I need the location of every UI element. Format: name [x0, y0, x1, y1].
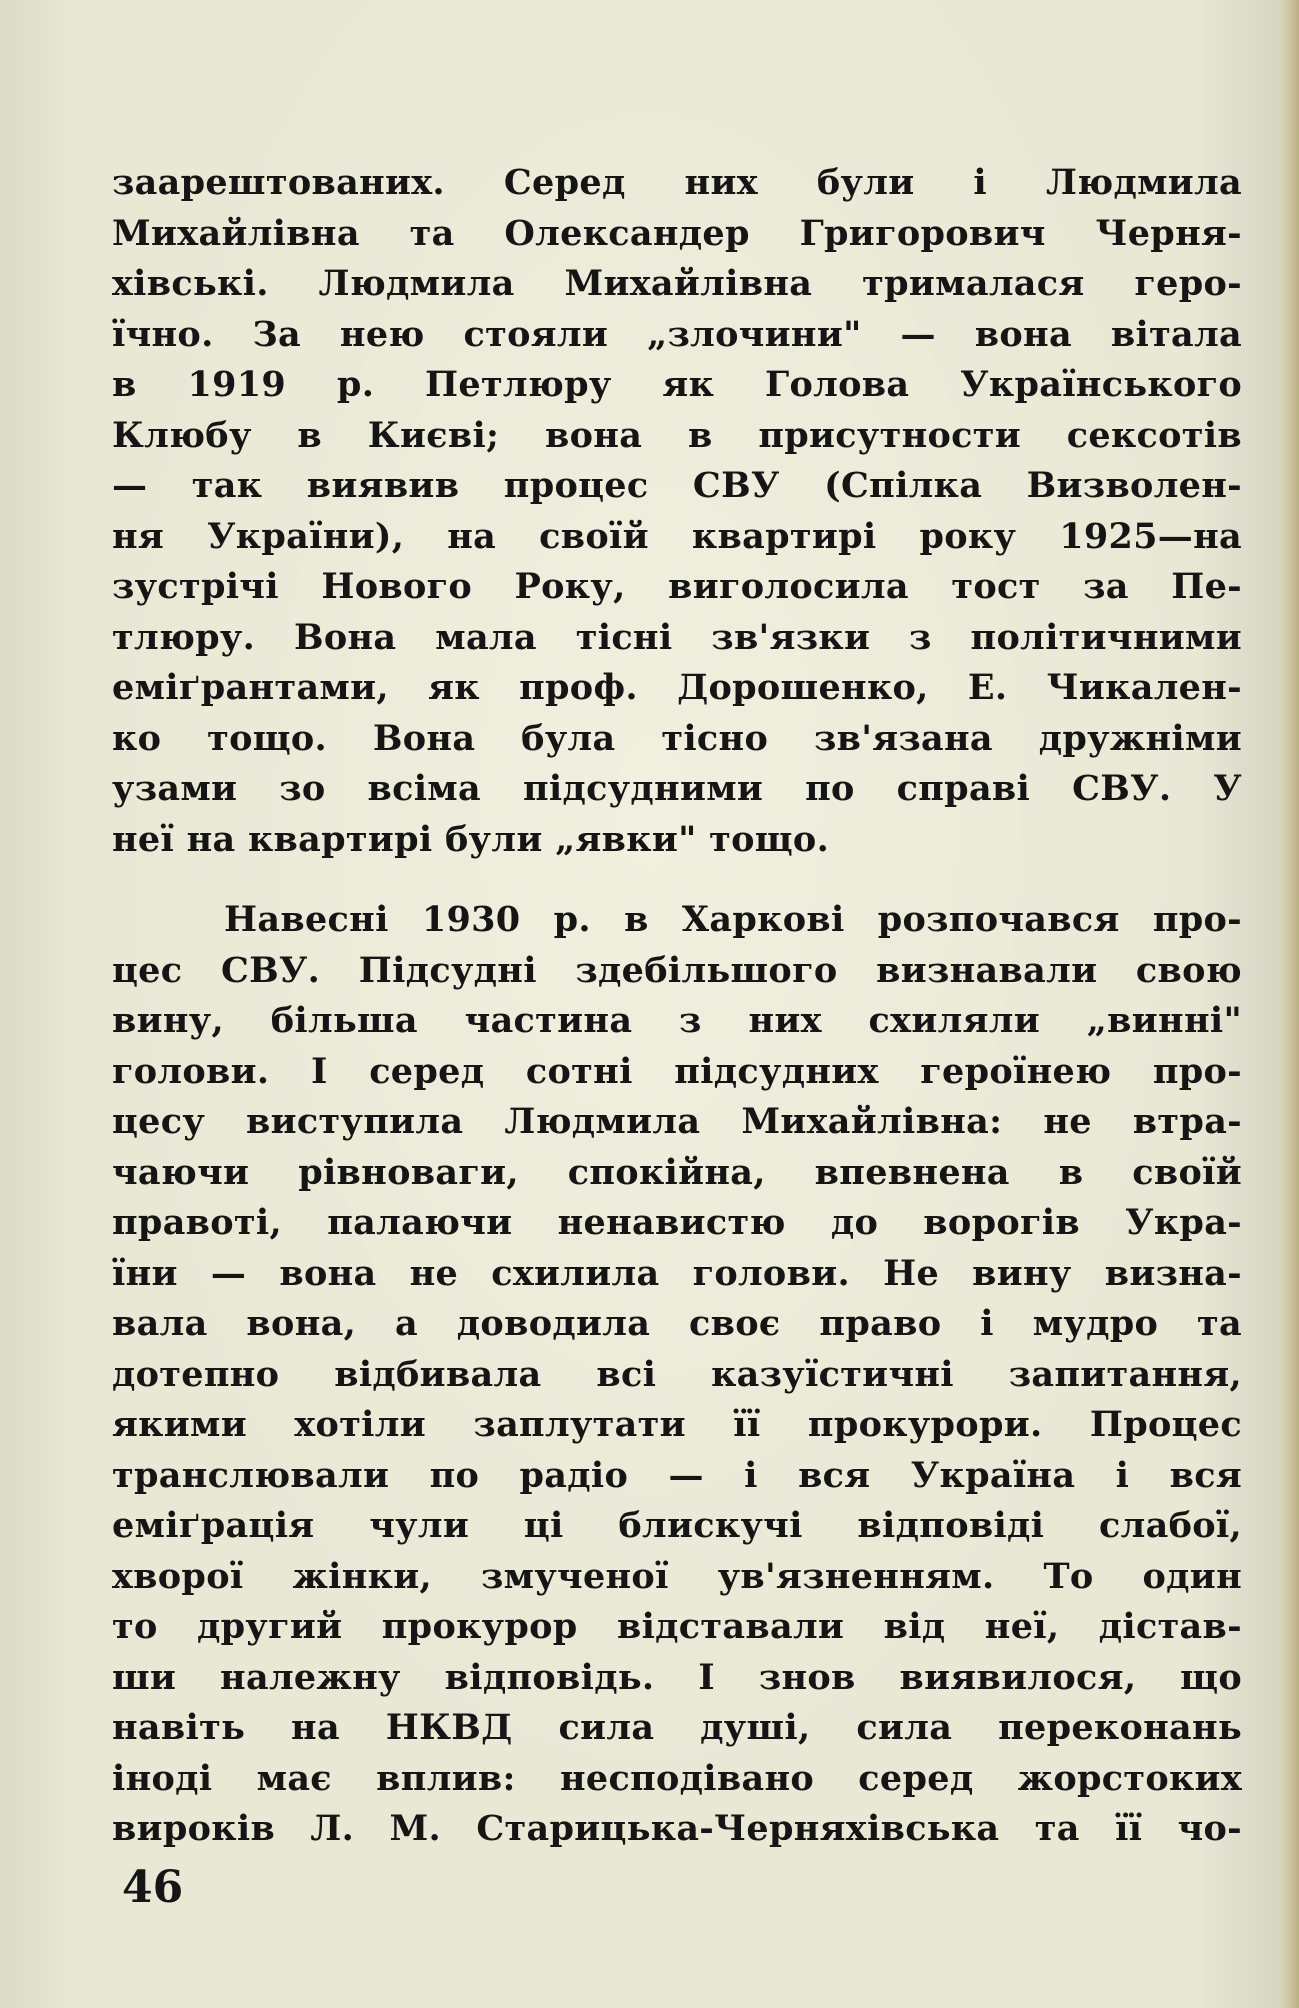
text-line: голови. І серед сотні підсудних героїнею про-: [112, 1050, 1242, 1092]
page-number: 46: [122, 1862, 184, 1913]
text-line: то другий прокурор відставали від неї, дістав-: [112, 1606, 1242, 1647]
text-line: дотепно відбивала всі казуїстичні запитання,: [112, 1353, 1242, 1395]
text-line: цесу виступила Людмила Михайлівна: не втра-: [112, 1101, 1242, 1142]
text-line: тлюру. Вона мала тісні зв'язки з політичними: [112, 616, 1242, 658]
text-line: Клюбу в Києві; вона в присутности сексотів: [112, 414, 1242, 456]
text-line: зустрічі Нового Року, виголосила тост за Пе-: [112, 566, 1242, 607]
text-line: заарештованих. Серед них були і Людмила: [112, 162, 1242, 203]
text-line: вала вона, а доводила своє право і мудро та: [112, 1303, 1242, 1344]
text-line: чаючи рівноваги, спокійна, впевнена в своїй: [112, 1151, 1242, 1193]
text-line: іноді має вплив: несподівано серед жорстоких: [112, 1757, 1242, 1799]
text-line: якими хотіли заплутати її прокурори. Процес: [112, 1404, 1242, 1445]
text-line: хворої жінки, змученої ув'язненням. То один: [112, 1555, 1242, 1597]
paragraph-1: [112, 158, 1242, 865]
text-line: хівські. Людмила Михайлівна трималася геро-: [112, 263, 1242, 304]
text-line: навіть на НКВД сила душі, сила переконань: [112, 1707, 1242, 1748]
page-edge: [1281, 0, 1299, 2008]
text-line: ня України), на своїй квартирі року 1925—на: [112, 515, 1242, 557]
text-line: Навесні 1930 р. в Харкові розпочався про-: [224, 899, 1242, 940]
text-line: неї на квартирі були „явки" тощо.: [112, 818, 830, 860]
text-line: ко тощо. Вона була тісно зв'язана дружніми: [112, 717, 1242, 759]
text-line: еміґрантами, як проф. Дорошенко, Е. Чикален-: [112, 667, 1242, 708]
text-line: вироків Л. М. Старицька-Черняхівська та її чо-: [112, 1808, 1242, 1849]
body-text: [112, 158, 1242, 1855]
text-line: їчно. За нею стояли „злочини" — вона вітала: [112, 313, 1242, 355]
text-line: — так виявив процес СВУ (Спілка Визволен-: [112, 465, 1242, 506]
text-line: Михайлівна та Олександер Григорович Черня-: [112, 212, 1242, 254]
text-line: їни — вона не схилила голови. Не вину визна-: [112, 1252, 1242, 1294]
text-line: транслювали по радіо — і вся Україна і вся: [112, 1454, 1242, 1496]
text-line: ши належну відповідь. І знов виявилося, що: [112, 1656, 1242, 1698]
text-line: в 1919 р. Петлюру як Голова Українського: [112, 364, 1242, 405]
text-line: узами зо всіма підсудними по справі СВУ. У: [112, 768, 1242, 809]
text-line: вину, більша частина з них схиляли „винні": [112, 1000, 1242, 1041]
text-line: еміґрація чули ці блискучі відповіді слабої,: [112, 1505, 1242, 1546]
text-line: правоті, палаючи ненавистю до ворогів Укра-: [112, 1202, 1242, 1243]
paragraph-2: [112, 895, 1242, 1855]
text-line: цес СВУ. Підсудні здебільшого визнавали свою: [112, 949, 1242, 991]
